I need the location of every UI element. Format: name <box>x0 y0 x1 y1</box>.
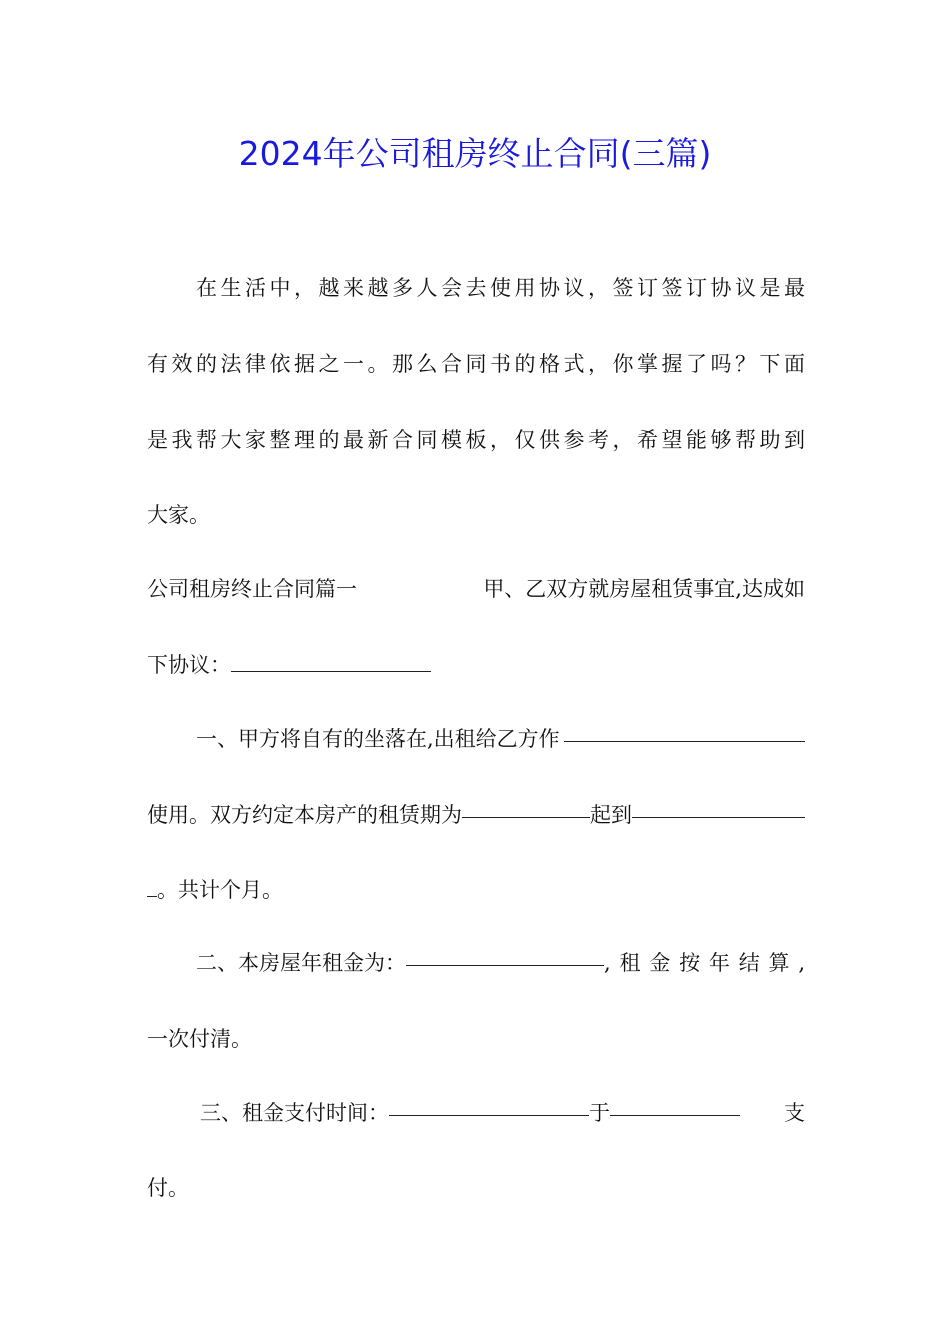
clause-2-line-1 <box>196 947 805 977</box>
clause-1-line-2 <box>147 799 805 829</box>
blank-field <box>406 947 604 966</box>
clause-1-text-3: 起到 <box>590 803 632 827</box>
intro-line-2 <box>147 348 805 378</box>
intro-line-1 <box>196 272 805 302</box>
blank-field <box>389 1097 589 1116</box>
section-1-line-1 <box>147 573 805 603</box>
blank-field <box>610 1097 740 1116</box>
clause-1-text-1: 一、甲方将自有的坐落在,出租给乙方作 <box>196 727 560 751</box>
section-1-heading: 公司租房终止合同篇一 <box>147 577 357 601</box>
intro-line-1-text: 在生活中，越来越多人会去使用协议，签订签订协议是最 <box>196 276 805 300</box>
intro-line-4: 大家。 <box>147 503 210 527</box>
intro-line-3-text: 是我帮大家整理的最新合同模板，仅供参考，希望能够帮助到 <box>147 428 805 452</box>
clause-3-line-2: 付。 <box>147 1176 189 1200</box>
clause-2-text-2: ,租金按年结算, <box>604 951 805 975</box>
blank-field <box>462 799 590 818</box>
clause-2-text-1: 二、本房屋年租金为： <box>196 951 406 975</box>
clause-3-text-3: 支 <box>784 1101 805 1125</box>
intro-line-3 <box>147 424 805 454</box>
clause-1-line-3 <box>147 874 283 904</box>
document-title: 2024年公司租房终止合同(三篇) <box>238 134 712 173</box>
clause-1-line-1 <box>196 723 805 753</box>
blank-field <box>147 878 157 897</box>
clause-1-text-2: 使用。双方约定本房产的租赁期为 <box>147 803 462 827</box>
clause-1-text-4: 。共计个月。 <box>157 878 283 902</box>
clause-3-text-2: 于 <box>589 1101 610 1125</box>
clause-2-line-2: 一次付清。 <box>147 1027 252 1051</box>
section-1-line-2-text: 下协议： <box>147 653 231 677</box>
blank-field <box>632 799 805 818</box>
clause-3-line-1 <box>200 1097 805 1127</box>
blank-field <box>231 653 431 672</box>
intro-line-2-text: 有效的法律依据之一。那么合同书的格式，你掌握了吗？下面 <box>147 352 805 376</box>
section-1-intro-text: 甲、乙双方就房屋租赁事宜,达成如 <box>483 577 805 601</box>
blank-field <box>564 723 805 742</box>
clause-3-text-1: 三、租金支付时间： <box>200 1101 389 1125</box>
section-1-line-2 <box>147 649 431 679</box>
